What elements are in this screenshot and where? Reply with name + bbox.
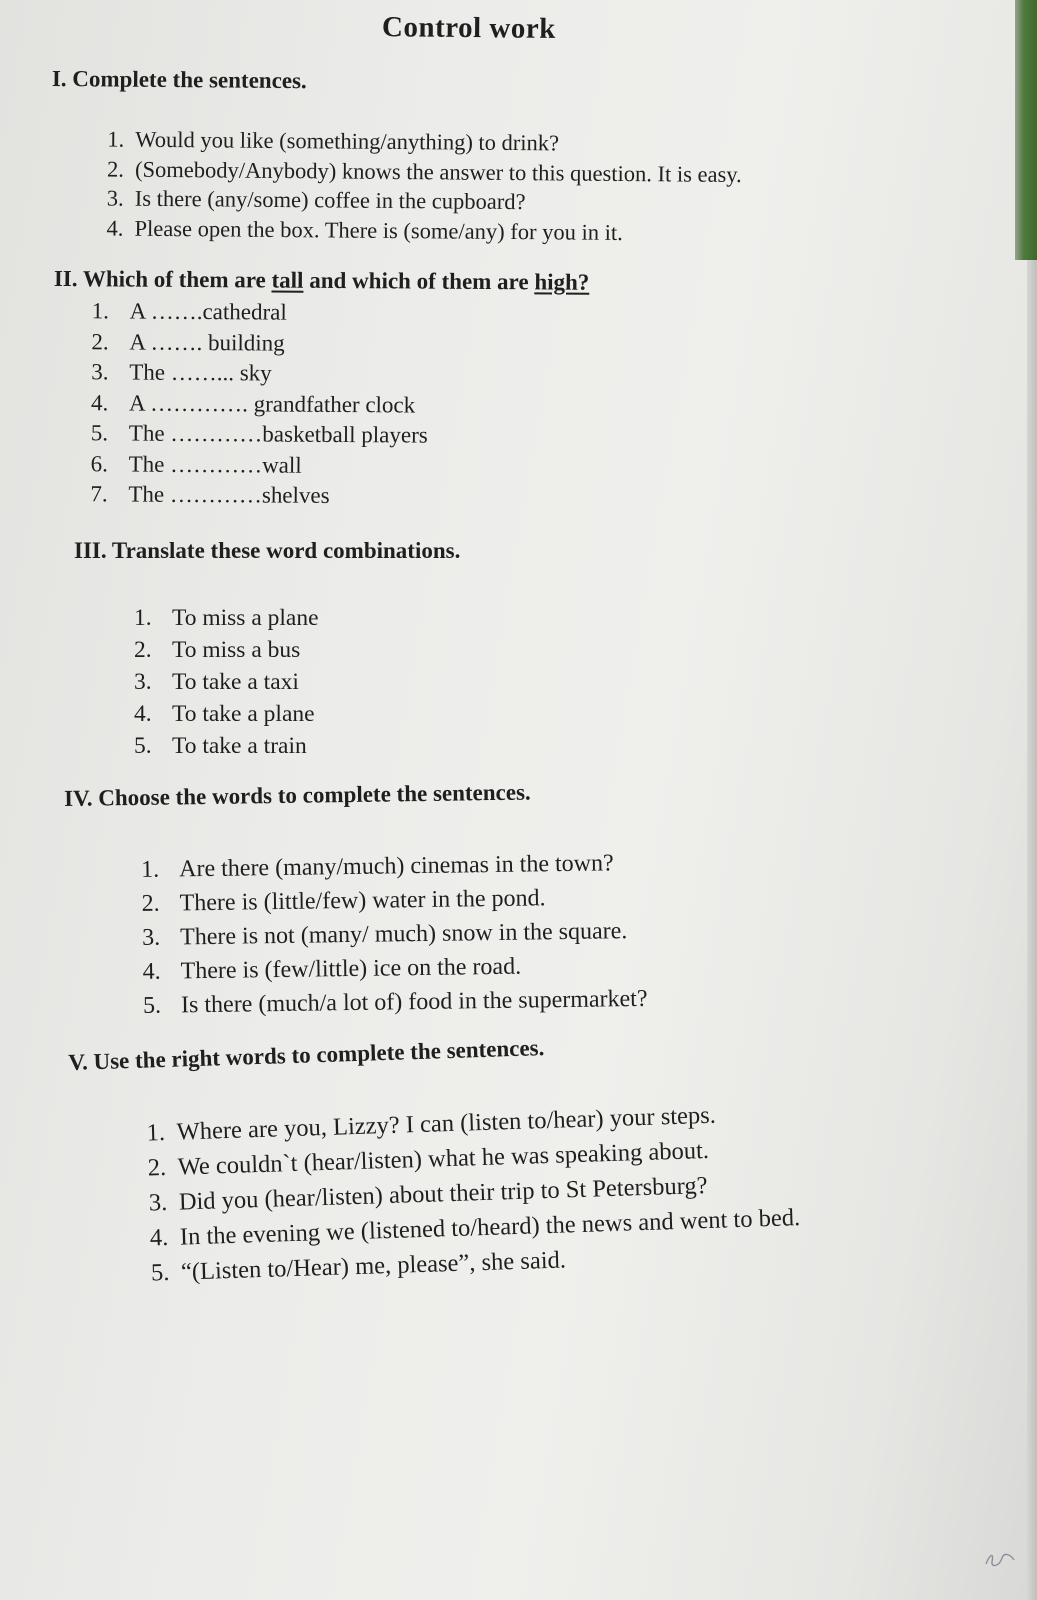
item-number: 1. bbox=[134, 605, 152, 631]
item-number: 5. bbox=[150, 1258, 170, 1287]
item-text: Is there (any/some) coffee in the cupboard? bbox=[134, 185, 526, 215]
item-text: Are there (many/much) cinemas in the town? bbox=[178, 850, 614, 883]
item-number: 4. bbox=[142, 958, 161, 985]
item-number: 3. bbox=[134, 669, 152, 695]
heading-text: II. Which of them are bbox=[53, 266, 272, 293]
item-text: The …………basketball players bbox=[128, 420, 428, 448]
item-text: The …………wall bbox=[128, 451, 302, 478]
section-heading: V. Use the right words to complete the sentences. bbox=[68, 1035, 545, 1075]
item-number: 6. bbox=[90, 450, 108, 476]
exercise-list bbox=[146, 1095, 802, 1290]
item-number: 1. bbox=[146, 1119, 166, 1147]
exercise-list bbox=[90, 296, 589, 513]
item-number: 3. bbox=[141, 924, 161, 951]
list-item bbox=[91, 418, 589, 452]
item-number: 4. bbox=[149, 1223, 169, 1252]
background-plant-edge bbox=[1015, 0, 1037, 260]
list-item bbox=[143, 982, 648, 1023]
item-number: 1. bbox=[140, 856, 160, 883]
item-text: In the evening we (listened to/heard) the news and went to bed. bbox=[179, 1204, 801, 1251]
list-item bbox=[91, 357, 589, 391]
item-text: Where are you, Lizzy? I can (listen to/hear) your steps. bbox=[176, 1101, 717, 1146]
item-text: A ……. building bbox=[129, 329, 285, 356]
item-text: Would you like (something/anything) to drink? bbox=[135, 126, 560, 156]
item-number: 5. bbox=[142, 992, 162, 1019]
item-number: 3. bbox=[148, 1188, 168, 1217]
item-text: To take a train bbox=[172, 733, 307, 759]
paper-shadow-edge bbox=[1027, 260, 1037, 1600]
list-item bbox=[134, 698, 460, 730]
list-item bbox=[91, 327, 589, 361]
list-item bbox=[141, 846, 646, 887]
item-number: 4. bbox=[90, 389, 109, 415]
section-heading: III. Translate these word combinations. bbox=[74, 538, 461, 563]
item-text: There is (little/few) water in the pond. bbox=[179, 885, 546, 917]
section-4 bbox=[64, 778, 648, 1024]
list-item bbox=[91, 388, 589, 422]
item-text: Is there (much/a lot of) food in the supermarket? bbox=[180, 985, 648, 1019]
section-2 bbox=[52, 266, 589, 513]
item-text: A …………. grandfather clock bbox=[128, 390, 416, 418]
list-item bbox=[107, 183, 742, 218]
exercise-list bbox=[134, 602, 460, 762]
item-number: 2. bbox=[91, 328, 109, 354]
underlined-word-tall: tall bbox=[271, 267, 304, 293]
section-1 bbox=[50, 66, 742, 248]
item-text: The ……... sky bbox=[129, 359, 272, 386]
item-number: 3. bbox=[106, 185, 124, 211]
underlined-word-high: high? bbox=[534, 269, 590, 295]
item-number: 4. bbox=[106, 214, 124, 241]
list-item bbox=[106, 213, 741, 248]
section-heading bbox=[54, 266, 590, 296]
item-text: There is (few/little) ice on the road. bbox=[180, 953, 522, 985]
list-item bbox=[92, 296, 590, 330]
section-5 bbox=[68, 1027, 802, 1293]
item-number: 2. bbox=[134, 637, 152, 663]
item-text: There is not (many/ much) snow in the square. bbox=[179, 918, 628, 951]
item-number: 5. bbox=[134, 733, 152, 759]
item-text: Please open the box. There is (some/any) for you in it. bbox=[134, 215, 623, 245]
list-item bbox=[134, 602, 460, 634]
heading-text: and which of them are bbox=[303, 267, 535, 295]
page-title: Control work bbox=[381, 11, 556, 45]
item-text: To miss a plane bbox=[172, 605, 319, 631]
item-number: 4. bbox=[134, 701, 152, 727]
exercise-list bbox=[141, 846, 648, 1023]
exercise-list bbox=[106, 124, 742, 248]
item-text: To take a plane bbox=[172, 701, 315, 727]
item-text: “(Listen to/Hear) me, please”, she said. bbox=[180, 1246, 567, 1286]
section-3 bbox=[74, 538, 460, 762]
list-item bbox=[90, 479, 588, 513]
section-heading: I. Complete the sentences. bbox=[51, 66, 307, 94]
item-text: The …………shelves bbox=[128, 481, 330, 508]
item-number: 7. bbox=[90, 481, 108, 507]
item-text: (Somebody/Anybody) knows the answer to this question. It is easy. bbox=[134, 156, 742, 187]
item-number: 2. bbox=[106, 155, 125, 182]
section-heading: IV. Choose the words to complete the sentences. bbox=[64, 779, 531, 811]
list-item bbox=[142, 914, 647, 955]
item-text: A …….cathedral bbox=[129, 298, 287, 325]
list-item bbox=[107, 124, 742, 159]
list-item bbox=[134, 730, 460, 762]
item-number: 2. bbox=[141, 890, 160, 917]
pen-scribble-mark bbox=[980, 1540, 1020, 1570]
item-text: To take a taxi bbox=[172, 669, 299, 695]
item-text: To miss a bus bbox=[172, 637, 301, 663]
item-number: 2. bbox=[147, 1153, 167, 1182]
list-item bbox=[134, 666, 460, 698]
item-number: 5. bbox=[90, 420, 109, 446]
item-number: 1. bbox=[91, 298, 110, 324]
item-number: 1. bbox=[107, 126, 125, 152]
list-item bbox=[134, 634, 460, 666]
item-number: 3. bbox=[91, 359, 109, 385]
list-item bbox=[91, 449, 589, 483]
item-text: Did you (hear/listen) about their trip to St Petersburg? bbox=[178, 1171, 708, 1216]
item-text: We couldn`t (hear/listen) what he was speaking about. bbox=[177, 1136, 710, 1181]
